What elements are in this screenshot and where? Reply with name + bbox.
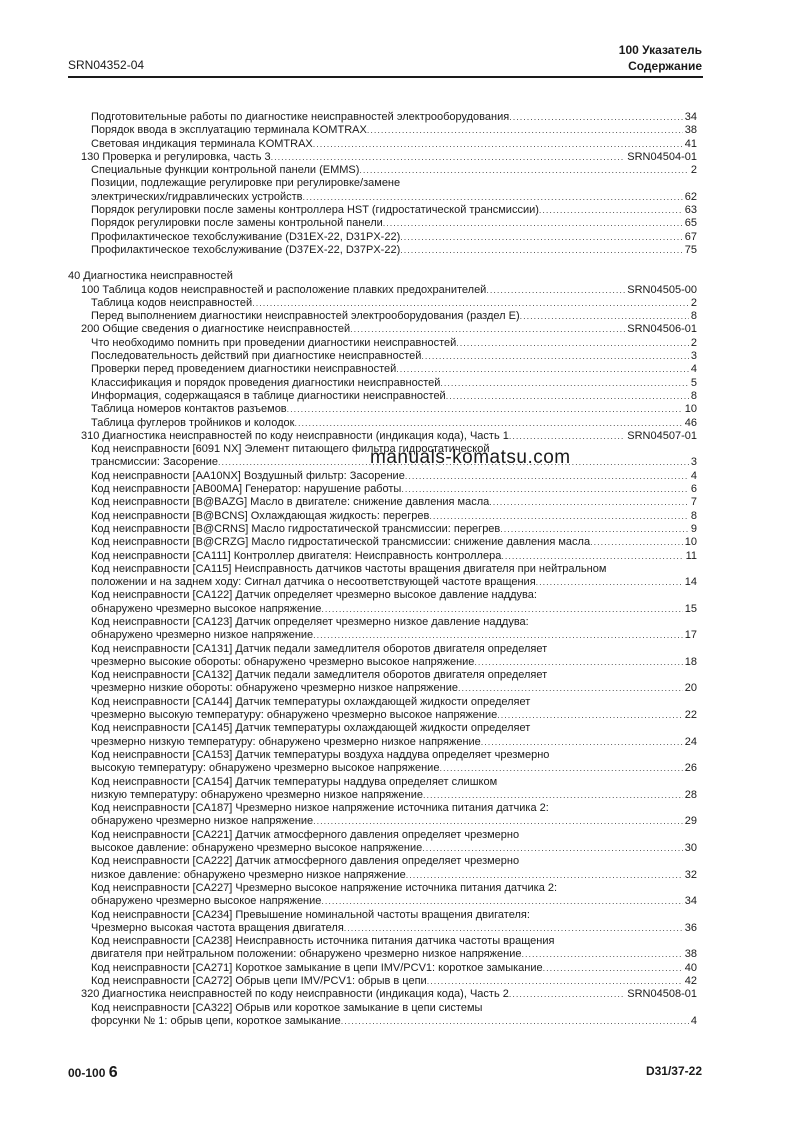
toc-dot-leader bbox=[406, 869, 683, 882]
toc-entry[interactable] bbox=[68, 669, 697, 682]
toc-entry-page: 24 bbox=[684, 735, 697, 748]
toc-entry-page: 18 bbox=[684, 655, 697, 668]
toc-entry[interactable] bbox=[68, 363, 697, 376]
toc-entry[interactable] bbox=[68, 776, 697, 789]
toc-entry[interactable] bbox=[68, 403, 697, 416]
toc-entry-title: Код неисправности [CA132] Датчик педали замедлителя оборотов двигателя определяет bbox=[91, 669, 548, 682]
toc-entry[interactable] bbox=[68, 895, 697, 908]
toc-entry-page: 9 bbox=[690, 522, 697, 535]
toc-entry-title: Перед выполнением диагностики неисправностей электрооборудования (раздел E) bbox=[91, 310, 520, 323]
toc-entry-page: 8 bbox=[690, 310, 697, 323]
toc-entry-title: Таблица кодов неисправностей bbox=[91, 296, 253, 309]
toc-entry[interactable] bbox=[68, 829, 697, 842]
toc-entry-title: Проверки перед проведением диагностики неисправностей bbox=[91, 363, 397, 376]
toc-entry[interactable] bbox=[68, 523, 697, 536]
toc-entry-title: 130 Проверка и регулировка, часть 3 bbox=[81, 150, 271, 163]
toc-entry-page: 15 bbox=[684, 602, 697, 615]
toc-entry[interactable] bbox=[68, 802, 697, 815]
toc-entry[interactable] bbox=[68, 589, 697, 602]
toc-entry-title: положении и на заднем ходу: Сигнал датчика о несоответствующей частоте вращения bbox=[91, 576, 536, 589]
toc-entry-page: SRN04507-01 bbox=[627, 429, 697, 442]
toc-entry-title: Порядок регулировки после замены контрольной панели bbox=[91, 217, 383, 230]
toc-entry-page: SRN04506-01 bbox=[627, 323, 697, 336]
toc-entry[interactable] bbox=[68, 231, 697, 244]
toc-entry[interactable] bbox=[68, 563, 697, 576]
toc-dot-leader bbox=[400, 244, 683, 257]
toc-entry-title: Код неисправности [CA153] Датчик температуры воздуха наддува определяет чрезмерно bbox=[91, 748, 550, 761]
toc-entry[interactable] bbox=[68, 576, 697, 589]
toc-entry[interactable] bbox=[68, 709, 697, 722]
toc-entry-title: Код неисправности [CA227] Чрезмерно высокое напряжение источника питания датчика 2: bbox=[91, 881, 558, 894]
toc-dot-leader bbox=[421, 350, 688, 363]
toc-entry-title: Таблица номеров контактов разъемов bbox=[91, 403, 287, 416]
toc-entry-title: обнаружено чрезмерно высокое напряжение bbox=[91, 895, 322, 908]
toc-dot-leader bbox=[313, 138, 683, 151]
toc-entry[interactable] bbox=[68, 270, 697, 283]
toc-entry[interactable] bbox=[68, 164, 697, 177]
toc-entry-title: Таблица фуглеров тройников и колодок bbox=[91, 416, 295, 429]
toc-entry[interactable] bbox=[68, 310, 697, 323]
toc-dot-leader bbox=[522, 948, 683, 961]
toc-entry[interactable] bbox=[68, 204, 697, 217]
toc-entry-page: 22 bbox=[684, 709, 697, 722]
toc-entry-title: Код неисправности [B@CRZG] Масло гидростатической трансмиссии: снижение давления масла bbox=[91, 536, 591, 549]
toc-entry[interactable] bbox=[68, 191, 697, 204]
toc-entry-page: 42 bbox=[684, 975, 697, 987]
toc-entry-title: низкую температуру: обнаружено чрезмерно низкое напряжение bbox=[91, 788, 423, 801]
toc-dot-leader bbox=[440, 377, 688, 390]
toc-dot-leader bbox=[486, 284, 625, 297]
toc-entry[interactable] bbox=[68, 762, 697, 775]
section-header bbox=[619, 42, 702, 74]
toc-entry[interactable] bbox=[68, 111, 697, 124]
toc-entry[interactable] bbox=[68, 629, 697, 642]
toc-dot-leader bbox=[341, 1015, 689, 1028]
toc-entry-page: 62 bbox=[684, 190, 697, 203]
toc-entry-title: Код неисправности [AA10NX] Воздушный фильтр: Засорение bbox=[91, 469, 405, 482]
toc-dot-leader bbox=[400, 231, 683, 244]
toc-entry-page: 30 bbox=[684, 842, 697, 855]
page-number-prefix: 00-100 bbox=[68, 1066, 106, 1080]
toc-entry-page: 14 bbox=[684, 576, 697, 589]
toc-entry-page: 2 bbox=[690, 164, 697, 177]
toc-entry-title: Код неисправности [CA111] Контроллер двигателя: Неисправность контроллера bbox=[91, 549, 502, 562]
toc-dot-leader bbox=[427, 975, 683, 988]
toc-entry[interactable] bbox=[68, 869, 697, 882]
toc-entry[interactable] bbox=[68, 656, 697, 669]
toc-entry[interactable] bbox=[68, 536, 697, 549]
toc-dot-leader bbox=[294, 417, 682, 430]
toc-dot-leader bbox=[590, 536, 683, 549]
toc-entry-page: 40 bbox=[684, 961, 697, 974]
toc-dot-leader bbox=[439, 762, 682, 775]
toc-entry-page: 4 bbox=[690, 1014, 697, 1027]
toc-dot-leader bbox=[509, 430, 625, 443]
toc-entry[interactable] bbox=[68, 935, 697, 948]
toc-entry[interactable] bbox=[68, 922, 697, 935]
toc-entry-title: Код неисправности [CA115] Неисправность датчиков частоты вращения двигателя при нейтральном bbox=[91, 562, 607, 575]
toc-entry-title: чрезмерно высокую температуру: обнаружено чрезмерно высокое напряжение bbox=[91, 709, 498, 722]
table-of-contents bbox=[68, 111, 697, 1028]
toc-entry[interactable] bbox=[68, 417, 697, 430]
toc-dot-leader bbox=[509, 988, 625, 1001]
toc-entry-title: обнаружено чрезмерно высокое напряжение bbox=[91, 602, 322, 615]
header-rule bbox=[68, 76, 703, 78]
toc-entry-title: электрических/гидравлических устройств bbox=[91, 190, 303, 203]
toc-entry[interactable] bbox=[68, 815, 697, 828]
toc-dot-leader bbox=[405, 470, 689, 483]
toc-entry-title: Позиции, подлежащие регулировке при регулировке/замене bbox=[91, 177, 401, 190]
toc-entry[interactable] bbox=[68, 643, 697, 656]
toc-dot-leader bbox=[313, 815, 683, 828]
toc-dot-leader bbox=[303, 191, 683, 204]
toc-entry-page: 29 bbox=[684, 815, 697, 828]
toc-entry-page: 38 bbox=[684, 124, 697, 137]
toc-entry-page: SRN04505-00 bbox=[627, 283, 697, 296]
toc-dot-leader bbox=[497, 709, 682, 722]
toc-entry-page: 65 bbox=[684, 217, 697, 230]
toc-entry-title: Код неисправности [B@BCNS] Охлаждающая жидкость: перегрев bbox=[91, 509, 430, 522]
toc-entry-title: трансмиссии: Засорение bbox=[91, 456, 219, 469]
toc-entry[interactable] bbox=[68, 151, 697, 164]
toc-entry-title: Код неисправности [CA144] Датчик температуры охлаждающей жидкости определяет bbox=[91, 695, 531, 708]
toc-entry[interactable] bbox=[68, 948, 697, 961]
toc-entry-page: 46 bbox=[684, 416, 697, 429]
toc-entry-page: 32 bbox=[684, 868, 697, 881]
toc-entry[interactable] bbox=[68, 988, 697, 1001]
toc-entry-title: Чрезмерно высокая частота вращения двигателя bbox=[91, 921, 344, 934]
toc-dot-leader bbox=[481, 736, 683, 749]
toc-entry[interactable] bbox=[68, 510, 697, 523]
toc-dot-leader bbox=[536, 576, 683, 589]
toc-entry-title: Классификация и порядок проведения диагностики неисправностей bbox=[91, 376, 441, 389]
toc-entry-title: Код неисправности [CA222] Датчик атмосферного давления определяет чрезмерно bbox=[91, 855, 520, 868]
toc-dot-leader bbox=[543, 962, 683, 975]
toc-entry-title: Профилактическое техобслуживание (D37EX-22, D37PX-22) bbox=[91, 243, 401, 256]
toc-entry[interactable] bbox=[68, 603, 697, 616]
toc-dot-leader bbox=[271, 151, 626, 164]
toc-dot-leader bbox=[367, 124, 683, 137]
toc-entry-title: двигателя при нейтральном положении: обнаружено чрезмерно низкое напряжение bbox=[91, 948, 522, 961]
toc-entry-page: 3 bbox=[690, 350, 697, 363]
toc-entry[interactable] bbox=[68, 616, 697, 629]
toc-entry[interactable] bbox=[68, 550, 697, 563]
toc-entry-title: Код неисправности [CA271] Короткое замыкание в цепи IMV/PCV1: короткое замыкание bbox=[91, 961, 543, 974]
toc-entry-page: 63 bbox=[684, 204, 697, 217]
page-number bbox=[68, 1064, 118, 1082]
toc-entry-title: 310 Диагностика неисправностей по коду неисправности (индикация кода), Часть 1 bbox=[81, 429, 509, 442]
toc-entry-title: Код неисправности [B@BAZG] Масло в двигателе: снижение давления масла bbox=[91, 496, 490, 509]
toc-entry[interactable] bbox=[68, 749, 697, 762]
toc-entry-page: 11 bbox=[685, 549, 697, 562]
toc-entry-title: Код неисправности [CA123] Датчик определяет чрезмерно низкое давление наддува: bbox=[91, 615, 529, 628]
toc-entry[interactable] bbox=[68, 962, 697, 975]
toc-dot-leader bbox=[359, 164, 688, 177]
toc-entry[interactable] bbox=[68, 244, 697, 257]
toc-entry[interactable] bbox=[68, 682, 697, 695]
toc-entry-page: 36 bbox=[684, 921, 697, 934]
toc-entry[interactable] bbox=[68, 882, 697, 895]
toc-entry[interactable] bbox=[68, 337, 697, 350]
section-subtitle: Содержание bbox=[628, 59, 702, 73]
toc-dot-leader bbox=[401, 483, 689, 496]
toc-entry-title: Код неисправности [AB00MA] Генератор: нарушение работы bbox=[91, 483, 402, 496]
toc-entry-page: 10 bbox=[684, 536, 697, 549]
toc-entry[interactable] bbox=[68, 217, 697, 230]
toc-entry-title: 40 Диагностика неисправностей bbox=[68, 270, 233, 283]
document-code: SRN04352-04 bbox=[68, 58, 145, 72]
toc-entry[interactable] bbox=[68, 496, 697, 509]
toc-dot-leader bbox=[321, 603, 682, 616]
watermark: manuals-komatsu.com bbox=[370, 447, 571, 468]
toc-dot-leader bbox=[344, 922, 683, 935]
toc-entry-title: Что необходимо помнить при проведении диагностики неисправностей bbox=[91, 336, 457, 349]
toc-entry[interactable] bbox=[68, 1015, 697, 1028]
toc-entry-page: 34 bbox=[684, 895, 697, 908]
toc-entry[interactable] bbox=[68, 177, 697, 190]
toc-dot-leader bbox=[446, 390, 689, 403]
toc-entry[interactable] bbox=[68, 789, 697, 802]
toc-entry-title: Последовательность действий при диагностике неисправностей bbox=[91, 350, 422, 363]
toc-entry[interactable] bbox=[68, 975, 697, 988]
toc-entry-title: Информация, содержащаяся в таблице диагностики неисправностей bbox=[91, 389, 446, 402]
toc-dot-leader bbox=[321, 895, 682, 908]
toc-entry[interactable] bbox=[68, 377, 697, 390]
toc-entry-title: Код неисправности [CA122] Датчик определяет чрезмерно высокое давление наддува: bbox=[91, 589, 537, 602]
toc-dot-leader bbox=[422, 842, 683, 855]
toc-entry-title: Код неисправности [CA234] Превышение номинальной частоты вращения двигателя: bbox=[91, 908, 530, 921]
toc-dot-leader bbox=[458, 682, 683, 695]
toc-entry-title: Порядок ввода в эксплуатацию терминала KOMTRAX bbox=[91, 124, 367, 137]
toc-dot-leader bbox=[313, 629, 683, 642]
toc-dot-leader bbox=[500, 523, 689, 536]
toc-entry-title: Код неисправности [B@CRNS] Масло гидростатической трансмиссии: перегрев bbox=[91, 522, 501, 535]
toc-entry-page: 5 bbox=[690, 376, 697, 389]
toc-entry[interactable] bbox=[68, 430, 697, 443]
toc-entry-page: 7 bbox=[690, 496, 697, 509]
toc-entry-page: 26 bbox=[684, 762, 697, 775]
toc-entry-page: 2 bbox=[690, 336, 697, 349]
toc-entry-title: 320 Диагностика неисправностей по коду неисправности (индикация кода), Часть 2 bbox=[81, 988, 509, 1001]
toc-entry-title: Код неисправности [CA145] Датчик температуры охлаждающей жидкости определяет bbox=[91, 722, 531, 735]
toc-dot-leader bbox=[456, 337, 689, 350]
toc-entry-title: Код неисправности [6091 NX] Элемент питающего фильтра гидростатической bbox=[91, 443, 490, 456]
toc-entry[interactable] bbox=[68, 722, 697, 735]
toc-entry-title: чрезмерно низкую температуру: обнаружено чрезмерно низкое напряжение bbox=[91, 735, 481, 748]
toc-entry-title: обнаружено чрезмерно низкое напряжение bbox=[91, 629, 314, 642]
toc-entry-title: чрезмерно высокие обороты: обнаружено чрезмерно высокое напряжение bbox=[91, 655, 475, 668]
toc-entry-title: Код неисправности [CA322] Обрыв или короткое замыкание в цепи системы bbox=[91, 1001, 483, 1014]
toc-entry-title: Код неисправности [CA131] Датчик педали замедлителя оборотов двигателя определяет bbox=[91, 642, 548, 655]
section-title: 100 Указатель bbox=[618, 43, 702, 57]
toc-entry-title: Код неисправности [CA221] Датчик атмосферного давления определяет чрезмерно bbox=[91, 828, 520, 841]
toc-entry[interactable] bbox=[68, 736, 697, 749]
toc-entry-page: 2 bbox=[690, 296, 697, 309]
section-gap bbox=[68, 257, 697, 270]
toc-entry-page: 4 bbox=[690, 363, 697, 376]
toc-dot-leader bbox=[429, 510, 689, 523]
toc-entry-title: низкое давление: обнаружено чрезмерно низкое напряжение bbox=[91, 868, 406, 881]
toc-dot-leader bbox=[396, 363, 689, 376]
toc-entry-title: Код неисправности [CA187] Чрезмерно низкое напряжение источника питания датчика 2: bbox=[91, 802, 549, 815]
toc-entry-title: 200 Общие сведения о диагностике неисправностей bbox=[81, 323, 351, 336]
toc-entry-title: Порядок регулировки после замены контроллера HST (гидростатической трансмиссии) bbox=[91, 204, 539, 217]
toc-entry-title: Специальные функции контрольной панели (EMMS) bbox=[91, 164, 360, 177]
toc-dot-leader bbox=[383, 217, 683, 230]
toc-dot-leader bbox=[252, 297, 689, 310]
model-code: D31/37-22 bbox=[645, 1064, 702, 1078]
toc-entry[interactable] bbox=[68, 470, 697, 483]
toc-entry[interactable] bbox=[68, 297, 697, 310]
toc-entry-title: Код неисправности [CA154] Датчик температуры наддува определяет слишком bbox=[91, 775, 498, 788]
toc-entry[interactable] bbox=[68, 323, 697, 336]
toc-entry-title: высокую температуру: обнаружено чрезмерно высокое напряжение bbox=[91, 762, 440, 775]
toc-entry[interactable] bbox=[68, 1002, 697, 1015]
toc-dot-leader bbox=[423, 789, 683, 802]
toc-entry-page: 6 bbox=[690, 483, 697, 496]
toc-entry-title: Код неисправности [CA272] Обрыв цепи IMV/PCV1: обрыв в цепи bbox=[91, 975, 427, 987]
toc-entry-page: 17 bbox=[684, 629, 697, 642]
toc-entry[interactable] bbox=[68, 124, 697, 137]
toc-entry[interactable] bbox=[68, 696, 697, 709]
toc-entry-title: чрезмерно низкие обороты: обнаружено чрезмерно низкое напряжение bbox=[91, 682, 458, 695]
toc-dot-leader bbox=[520, 310, 689, 323]
toc-entry-page: 75 bbox=[684, 243, 697, 256]
toc-entry[interactable] bbox=[68, 909, 697, 922]
toc-dot-leader bbox=[474, 656, 682, 669]
toc-entry-title: форсунки № 1: обрыв цепи, короткое замыкание bbox=[91, 1014, 341, 1027]
toc-entry-title: 100 Таблица кодов неисправностей и расположение плавких предохранителей bbox=[81, 283, 487, 296]
toc-entry-page: 20 bbox=[684, 682, 697, 695]
toc-entry-title: Код неисправности [CA238] Неисправность источника питания датчика частоты вращения bbox=[91, 935, 555, 948]
toc-entry-page: 34 bbox=[684, 111, 697, 123]
toc-entry-page: 41 bbox=[684, 137, 697, 150]
toc-dot-leader bbox=[509, 111, 683, 124]
toc-entry-title: Световая индикация терминала KOMTRAX bbox=[91, 137, 313, 150]
toc-entry[interactable] bbox=[68, 284, 697, 297]
toc-entry-title: Профилактическое техобслуживание (D31EX-22, D31PX-22) bbox=[91, 230, 401, 243]
toc-entry[interactable] bbox=[68, 350, 697, 363]
toc-dot-leader bbox=[287, 403, 683, 416]
toc-entry-page: 10 bbox=[684, 403, 697, 416]
toc-entry-page: 28 bbox=[684, 788, 697, 801]
toc-entry-page: SRN04508-01 bbox=[627, 988, 697, 1001]
toc-entry-title: высокое давление: обнаружено чрезмерно высокое напряжение bbox=[91, 842, 423, 855]
toc-entry[interactable] bbox=[68, 842, 697, 855]
toc-entry-page: 38 bbox=[684, 948, 697, 961]
toc-entry-page: 3 bbox=[690, 456, 697, 469]
toc-entry[interactable] bbox=[68, 483, 697, 496]
toc-entry[interactable] bbox=[68, 390, 697, 403]
toc-dot-leader bbox=[350, 323, 625, 336]
page-revision: 6 bbox=[108, 1064, 118, 1081]
toc-dot-leader bbox=[501, 550, 683, 563]
toc-entry-page: 67 bbox=[684, 230, 697, 243]
toc-entry[interactable] bbox=[68, 138, 697, 151]
toc-dot-leader bbox=[489, 496, 689, 509]
toc-entry-title: обнаружено чрезмерно низкое напряжение bbox=[91, 815, 314, 828]
toc-entry-page: 8 bbox=[690, 389, 697, 402]
toc-dot-leader bbox=[539, 204, 683, 217]
toc-entry-page: 8 bbox=[690, 509, 697, 522]
toc-entry[interactable] bbox=[68, 855, 697, 868]
toc-entry-page: 4 bbox=[690, 469, 697, 482]
toc-entry-title: Подготовительные работы по диагностике неисправностей электрооборудования bbox=[91, 111, 510, 123]
toc-entry-page: SRN04504-01 bbox=[627, 150, 697, 163]
